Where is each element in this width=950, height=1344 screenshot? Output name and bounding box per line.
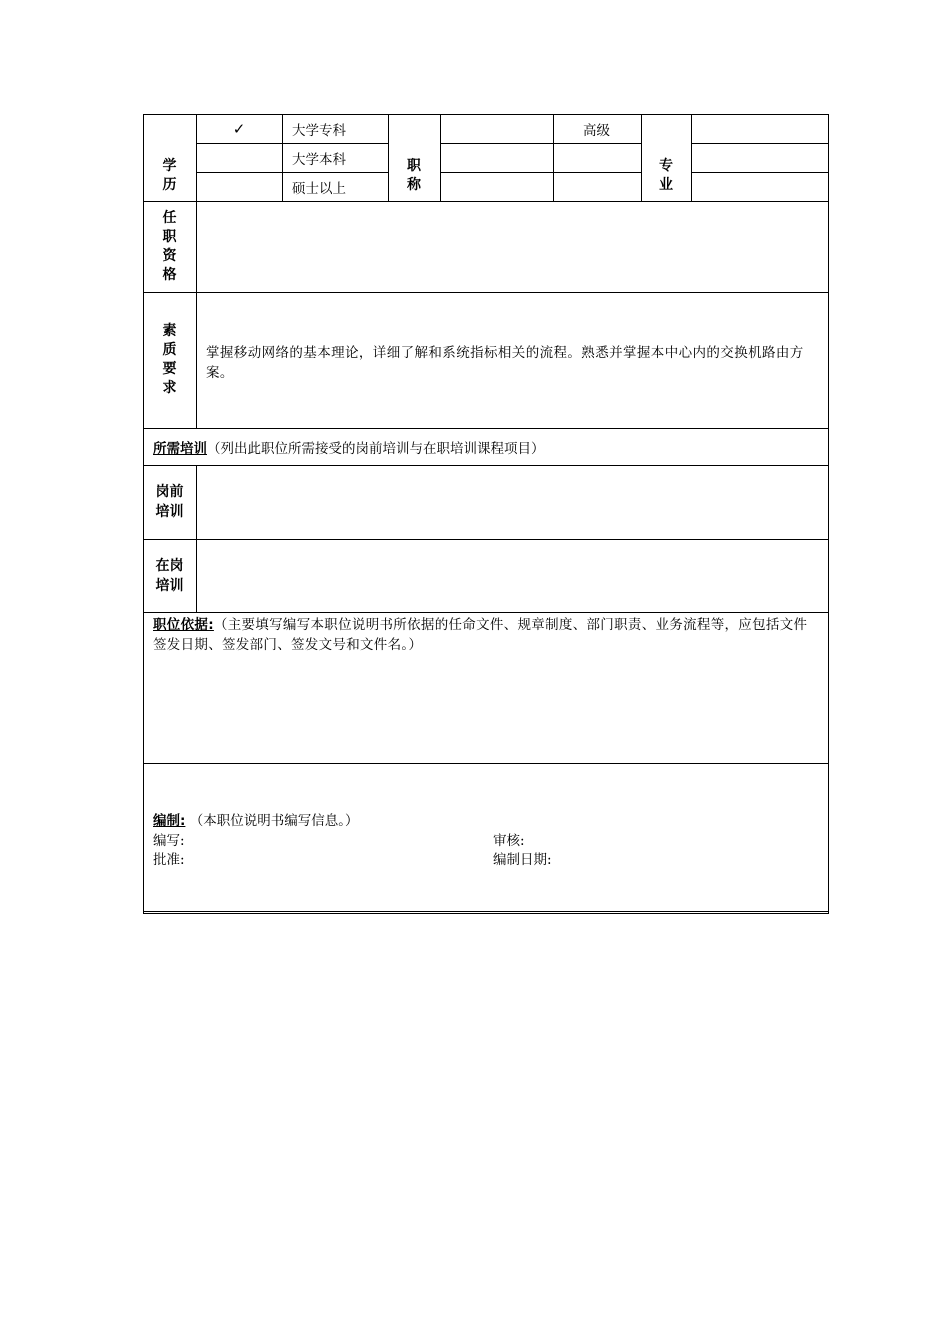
divider	[143, 911, 829, 912]
on-job-training-label: 在岗培训	[155, 557, 184, 594]
major-label-cell	[641, 150, 691, 201]
on-job-training-label-cell	[143, 539, 196, 612]
education-option-bachelor: 大学本科	[292, 152, 346, 168]
title-label-cell	[388, 150, 440, 201]
divider	[440, 143, 641, 144]
training-heading: 所需培训	[153, 441, 207, 457]
education-check-mark: ✓	[232, 120, 246, 138]
divider	[691, 172, 829, 173]
divider	[143, 612, 829, 613]
title-label: 职称	[406, 157, 421, 193]
quality-content: 掌握移动网络的基本理论，详细了解和系统指标相关的流程。熟悉并掌握本中心内的交换机路由方案。	[206, 345, 804, 381]
divider	[143, 763, 829, 764]
divider	[143, 292, 829, 293]
training-note: （列出此职位所需接受的岗前培训与在职培训课程项目）	[207, 441, 545, 457]
pre-training-label: 岗前培训	[155, 484, 184, 520]
compile-date: 编制日期:	[493, 852, 552, 868]
basis-note: （主要填写编写本职位说明书所依据的任命文件、规章制度、部门职责、业务流程等，应包括文件签发日期、签发部门、签发文号和文件名。）	[153, 617, 808, 653]
divider	[691, 143, 829, 144]
compile-note: （本职位说明书编写信息。）	[189, 813, 359, 829]
basis-section	[153, 615, 821, 655]
education-option-college: 大学专科	[292, 123, 346, 139]
compile-heading: 编制:	[153, 813, 186, 829]
compile-header	[153, 811, 753, 831]
major-label: 专业	[658, 157, 673, 193]
compile-approver: 批准:	[153, 852, 185, 868]
title-level-senior: 高级	[583, 123, 610, 139]
quality-label-cell	[143, 292, 196, 428]
basis-heading: 职位依据:	[153, 617, 214, 633]
education-option-master: 硕士以上	[292, 181, 346, 197]
compile-writer: 编写:	[153, 833, 185, 849]
quality-label: 素质要求	[162, 323, 177, 396]
divider	[691, 114, 692, 201]
divider	[143, 539, 829, 540]
compile-reviewer: 审核:	[493, 833, 525, 849]
divider	[440, 114, 441, 201]
qualification-label-cell	[143, 201, 196, 292]
divider	[143, 428, 829, 429]
qualification-label: 任职资格	[162, 209, 177, 283]
training-header	[153, 439, 823, 459]
divider	[440, 172, 641, 173]
pre-training-label-cell	[143, 465, 196, 539]
divider	[143, 465, 829, 466]
education-label-cell	[143, 150, 196, 201]
education-label: 学历	[162, 157, 177, 193]
divider	[196, 114, 197, 428]
position-description-table	[143, 114, 829, 914]
divider	[143, 201, 829, 202]
